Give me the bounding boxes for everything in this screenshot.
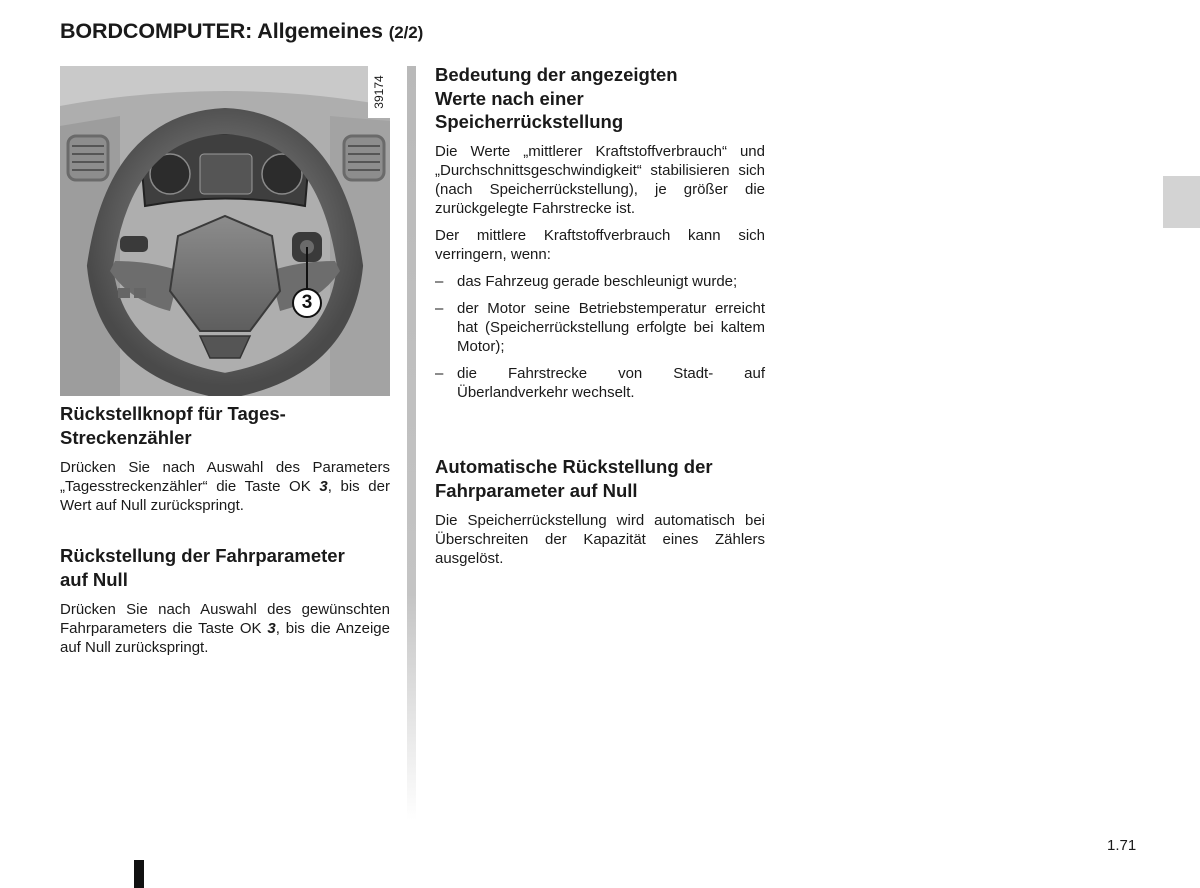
list-item [435,272,765,291]
section-meaning-values [435,63,765,402]
list-item-text: das Fahrzeug gerade beschleunigt wurde; [457,272,738,290]
section-text [60,458,390,515]
page-title [60,19,423,44]
chapter-thumb-tab [1163,176,1200,228]
list-item [435,299,765,356]
section-reset-driving-params [60,544,390,657]
print-marker [134,860,144,888]
page-number: 1.71 [1107,837,1137,854]
paragraph: Die Speicherrückstellung wird automatisch bei Überschreiten der Kapazität eines Zählers ausgelöst. [435,512,765,567]
heading-line: Rückstellknopf für Tages- [60,403,286,424]
heading-line: Streckenzähler [60,426,192,448]
section-heading [60,402,390,449]
section-heading [60,544,390,591]
heading-line: Fahrparameter auf Null [435,479,638,501]
list-item-text: die Fahrstrecke von Stadt- auf Überlandverkehr wechselt. [457,364,765,401]
steering-wheel-image [60,66,390,396]
heading-line: Bedeutung der angezeigten [435,64,678,85]
text-run: , bis der Wert auf Null zurückspringt. [60,478,390,514]
reference-number: 3 [267,620,276,637]
text-run: , bis die Anzeige auf Null zurückspringt. [60,620,390,656]
section-automatic-reset [435,455,765,568]
figure-code: 39174 [372,75,386,109]
heading-line: Werte nach einer [435,87,584,109]
list-item [435,364,765,402]
page-title-text: BORDCOMPUTER: Allgemeines [60,19,383,43]
reference-number: 3 [319,478,328,495]
section-heading [435,63,765,134]
list-item-text: der Motor seine Betriebstemperatur erreicht hat (Speicherrückstellung erfolgte bei kaltem Motor); [457,299,765,355]
text-run: Drücken Sie nach Auswahl des gewünschten Fahrparameters die Taste OK [60,601,390,637]
heading-line: auf Null [60,568,128,590]
section-heading [435,455,765,502]
bullet-dash: – [435,272,444,290]
page-title-part: (2/2) [388,23,424,42]
paragraph: Die Werte „mittlerer Kraftstoffverbrauch“ und „Durchschnittsgeschwindigkeit“ stabilisieren sich (nach Speicherrückstellung), je größer die zurückgelegte Fahrstrecke ist. [435,142,765,217]
paragraph: Der mittlere Kraftstoffverbrauch kann sich verringern, wenn: [435,226,765,263]
heading-line: Rückstellung der Fahrparameter [60,545,345,566]
callout-3: 3 [292,288,322,318]
bullet-dash: – [435,299,444,317]
section-reset-trip-counter [60,402,390,515]
bullet-dash: – [435,364,444,382]
heading-line: Automatische Rückstellung der [435,456,713,477]
heading-line: Speicherrückstellung [435,111,624,132]
section-text [60,600,390,657]
text-run: Drücken Sie nach Auswahl des Parameters „Tagesstreckenzähler“ die Taste OK [60,459,390,495]
column-divider [407,66,416,820]
steering-wheel-illustration [60,66,390,396]
